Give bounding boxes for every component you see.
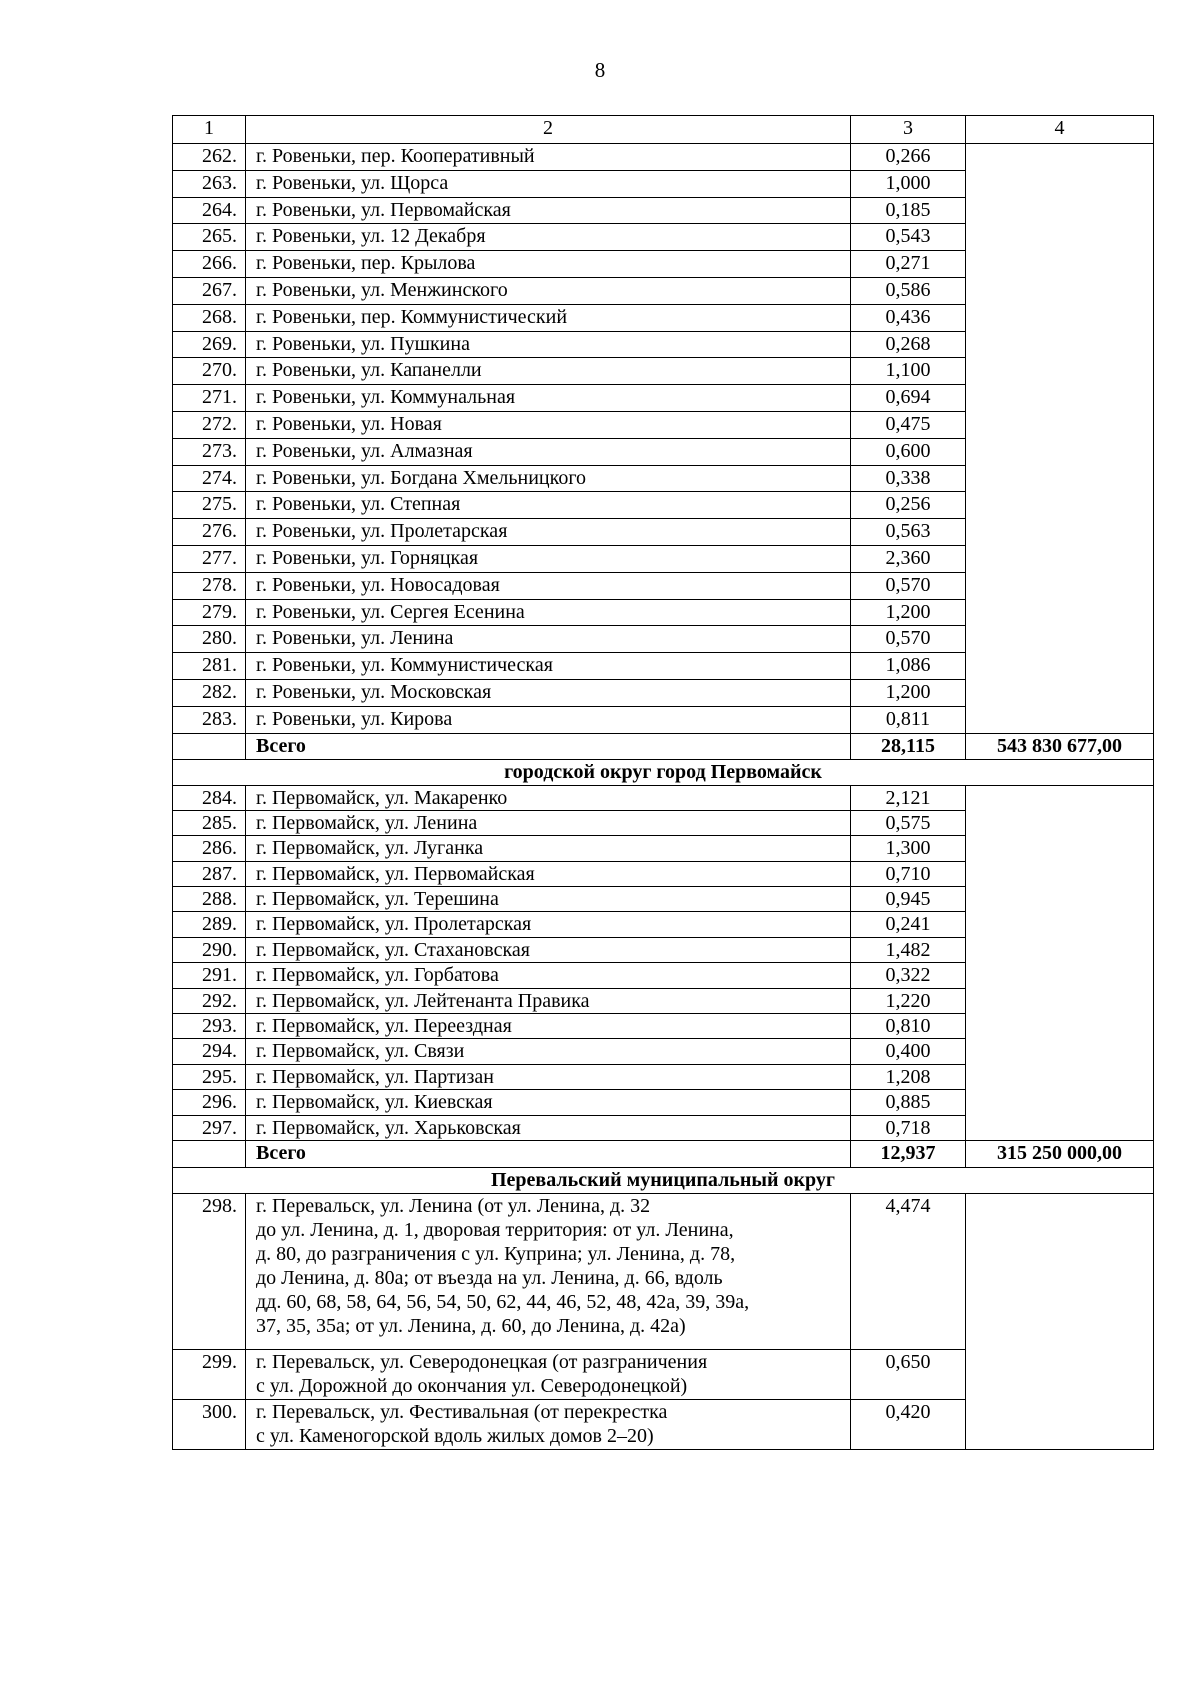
row-number: 268. — [173, 304, 246, 331]
row-number: 276. — [173, 519, 246, 546]
road-length: 0,543 — [851, 224, 966, 251]
row-number: 294. — [173, 1039, 246, 1064]
row-number: 296. — [173, 1090, 246, 1115]
road-length: 1,482 — [851, 937, 966, 962]
group1-total-row — [173, 733, 1154, 759]
section-title: городской округ город Первомайск — [173, 759, 1154, 785]
row-number: 297. — [173, 1115, 246, 1140]
group2-total-row — [173, 1141, 1154, 1168]
row-number: 291. — [173, 963, 246, 988]
road-name: г. Ровеньки, ул. Коммунистическая — [246, 653, 851, 680]
row-number: 299. — [173, 1350, 246, 1400]
road-length: 0,570 — [851, 572, 966, 599]
total-label: Всего — [246, 1141, 851, 1168]
road-length: 0,885 — [851, 1090, 966, 1115]
section-header-row — [173, 759, 1154, 785]
road-name: г. Первомайск, ул. Пролетарская — [246, 912, 851, 937]
road-name: г. Первомайск, ул. Лейтенанта Правика — [246, 988, 851, 1013]
row-number: 293. — [173, 1014, 246, 1039]
row-number: 270. — [173, 358, 246, 385]
row-number: 292. — [173, 988, 246, 1013]
road-name: г. Ровеньки, ул. Коммунальная — [246, 385, 851, 412]
road-name: г. Ровеньки, ул. Богдана Хмельницкого — [246, 465, 851, 492]
road-name: г. Первомайск, ул. Ленина — [246, 810, 851, 835]
header-row — [173, 116, 1154, 144]
road-name: г. Ровеньки, ул. Менжинского — [246, 277, 851, 304]
road-length: 1,300 — [851, 836, 966, 861]
table-row — [173, 1194, 1154, 1350]
row-number: 266. — [173, 251, 246, 278]
road-length: 1,100 — [851, 358, 966, 385]
road-name: г. Ровеньки, ул. Ленина — [246, 626, 851, 653]
road-length: 0,811 — [851, 706, 966, 733]
row-number: 269. — [173, 331, 246, 358]
row-number: 289. — [173, 912, 246, 937]
row-number: 288. — [173, 887, 246, 912]
road-length: 0,185 — [851, 197, 966, 224]
header-col-2: 2 — [246, 116, 851, 144]
road-length: 0,586 — [851, 277, 966, 304]
road-length: 0,650 — [851, 1350, 966, 1400]
road-length: 0,338 — [851, 465, 966, 492]
road-length: 2,360 — [851, 545, 966, 572]
road-length: 0,322 — [851, 963, 966, 988]
road-name: г. Перевальск, ул. Северодонецкая (от разграничения с ул. Дорожной до окончания ул. Северодонецкой) — [246, 1350, 851, 1400]
road-length: 0,810 — [851, 1014, 966, 1039]
total-label: Всего — [246, 733, 851, 759]
table-row — [173, 785, 1154, 810]
amount-cell-empty — [966, 1194, 1154, 1450]
road-length: 1,200 — [851, 679, 966, 706]
road-name: г. Ровеньки, ул. Пушкина — [246, 331, 851, 358]
row-number: 285. — [173, 810, 246, 835]
row-number: 287. — [173, 861, 246, 886]
road-name: г. Ровеньки, ул. Горняцкая — [246, 545, 851, 572]
row-number: 272. — [173, 411, 246, 438]
roads-table — [172, 115, 1154, 1450]
road-length: 0,436 — [851, 304, 966, 331]
section-title: Перевальский муниципальный округ — [173, 1168, 1154, 1194]
road-name: г. Первомайск, ул. Партизан — [246, 1064, 851, 1089]
row-number: 273. — [173, 438, 246, 465]
group3-body — [173, 1194, 1154, 1450]
road-length: 1,086 — [851, 653, 966, 680]
road-name: г. Ровеньки, ул. Щорса — [246, 170, 851, 197]
road-name: г. Ровеньки, ул. Степная — [246, 492, 851, 519]
road-name: г. Первомайск, ул. Макаренко — [246, 785, 851, 810]
row-number: 290. — [173, 937, 246, 962]
road-name: г. Ровеньки, ул. Кирова — [246, 706, 851, 733]
road-name: г. Первомайск, ул. Терешина — [246, 887, 851, 912]
row-number: 286. — [173, 836, 246, 861]
road-length: 0,271 — [851, 251, 966, 278]
road-name: г. Ровеньки, ул. Новосадовая — [246, 572, 851, 599]
road-name: г. Первомайск, ул. Харьковская — [246, 1115, 851, 1140]
road-length: 0,570 — [851, 626, 966, 653]
road-name: г. Ровеньки, ул. 12 Декабря — [246, 224, 851, 251]
road-length: 0,256 — [851, 492, 966, 519]
road-name: г. Ровеньки, ул. Московская — [246, 679, 851, 706]
group1-body — [173, 144, 1154, 734]
road-length: 0,475 — [851, 411, 966, 438]
road-length: 0,718 — [851, 1115, 966, 1140]
road-length: 1,000 — [851, 170, 966, 197]
row-number: 264. — [173, 197, 246, 224]
table-row — [173, 144, 1154, 171]
road-name: г. Ровеньки, ул. Капанелли — [246, 358, 851, 385]
road-name: г. Ровеньки, ул. Новая — [246, 411, 851, 438]
road-name: г. Первомайск, ул. Киевская — [246, 1090, 851, 1115]
row-number: 278. — [173, 572, 246, 599]
row-number: 262. — [173, 144, 246, 171]
road-name: г. Ровеньки, ул. Первомайская — [246, 197, 851, 224]
header-col-1: 1 — [173, 116, 246, 144]
row-number: 279. — [173, 599, 246, 626]
row-number: 282. — [173, 679, 246, 706]
total-sum: 543 830 677,00 — [966, 733, 1154, 759]
row-number: 300. — [173, 1400, 246, 1450]
group2-body — [173, 785, 1154, 1140]
road-name: г. Ровеньки, ул. Сергея Есенина — [246, 599, 851, 626]
road-length: 0,420 — [851, 1400, 966, 1450]
row-number: 265. — [173, 224, 246, 251]
road-length: 0,563 — [851, 519, 966, 546]
road-length: 0,400 — [851, 1039, 966, 1064]
total-length: 12,937 — [851, 1141, 966, 1168]
row-number: 280. — [173, 626, 246, 653]
road-name: г. Первомайск, ул. Стахановская — [246, 937, 851, 962]
total-length: 28,115 — [851, 733, 966, 759]
page-number: 8 — [594, 58, 606, 82]
header-col-3: 3 — [851, 116, 966, 144]
road-length: 0,241 — [851, 912, 966, 937]
road-name: г. Ровеньки, ул. Алмазная — [246, 438, 851, 465]
road-length: 1,208 — [851, 1064, 966, 1089]
road-name: г. Ровеньки, ул. Пролетарская — [246, 519, 851, 546]
road-name: г. Ровеньки, пер. Крылова — [246, 251, 851, 278]
road-length: 0,575 — [851, 810, 966, 835]
road-length: 0,694 — [851, 385, 966, 412]
row-number: 283. — [173, 706, 246, 733]
road-length: 0,710 — [851, 861, 966, 886]
road-length: 4,474 — [851, 1194, 966, 1350]
row-number: 274. — [173, 465, 246, 492]
road-name: г. Перевальск, ул. Ленина (от ул. Ленина, д. 32 до ул. Ленина, д. 1, дворовая территория: от ул. Ленина, д. 80, до разграничения с ул. Куприна; ул. Ленина, д. 78, до Ленина, д. 80а; от въезда на ул. Ленина, д. 66, вдоль дд. 60, 68, 58, 64, 56, 54, 50, 62, 44, 46, 52, 48, 42а, 39, 39а, 37, 35, 35а; от ул. Ленина, д. 60, до Ленина, д. 42а) — [246, 1194, 851, 1350]
road-name: г. Первомайск, ул. Связи — [246, 1039, 851, 1064]
road-length: 0,266 — [851, 144, 966, 171]
row-number: 267. — [173, 277, 246, 304]
road-length: 0,945 — [851, 887, 966, 912]
row-number: 275. — [173, 492, 246, 519]
road-name: г. Перевальск, ул. Фестивальная (от перекрестка с ул. Каменогорской вдоль жилых домов 2–20) — [246, 1400, 851, 1450]
road-name: г. Первомайск, ул. Первомайская — [246, 861, 851, 886]
total-sum: 315 250 000,00 — [966, 1141, 1154, 1168]
road-length: 0,600 — [851, 438, 966, 465]
road-name: г. Ровеньки, пер. Кооперативный — [246, 144, 851, 171]
road-name: г. Первомайск, ул. Горбатова — [246, 963, 851, 988]
road-length: 0,268 — [851, 331, 966, 358]
row-number: 295. — [173, 1064, 246, 1089]
road-name: г. Первомайск, ул. Луганка — [246, 836, 851, 861]
row-number: 271. — [173, 385, 246, 412]
road-length: 1,220 — [851, 988, 966, 1013]
amount-cell-empty — [966, 785, 1154, 1140]
road-name: г. Ровеньки, пер. Коммунистический — [246, 304, 851, 331]
section-header-row — [173, 1168, 1154, 1194]
road-length: 2,121 — [851, 785, 966, 810]
row-number: 281. — [173, 653, 246, 680]
road-length: 1,200 — [851, 599, 966, 626]
header-col-4: 4 — [966, 116, 1154, 144]
road-name: г. Первомайск, ул. Переездная — [246, 1014, 851, 1039]
amount-cell-empty — [966, 144, 1154, 734]
row-number: 284. — [173, 785, 246, 810]
row-number: 263. — [173, 170, 246, 197]
row-number: 277. — [173, 545, 246, 572]
row-number: 298. — [173, 1194, 246, 1350]
